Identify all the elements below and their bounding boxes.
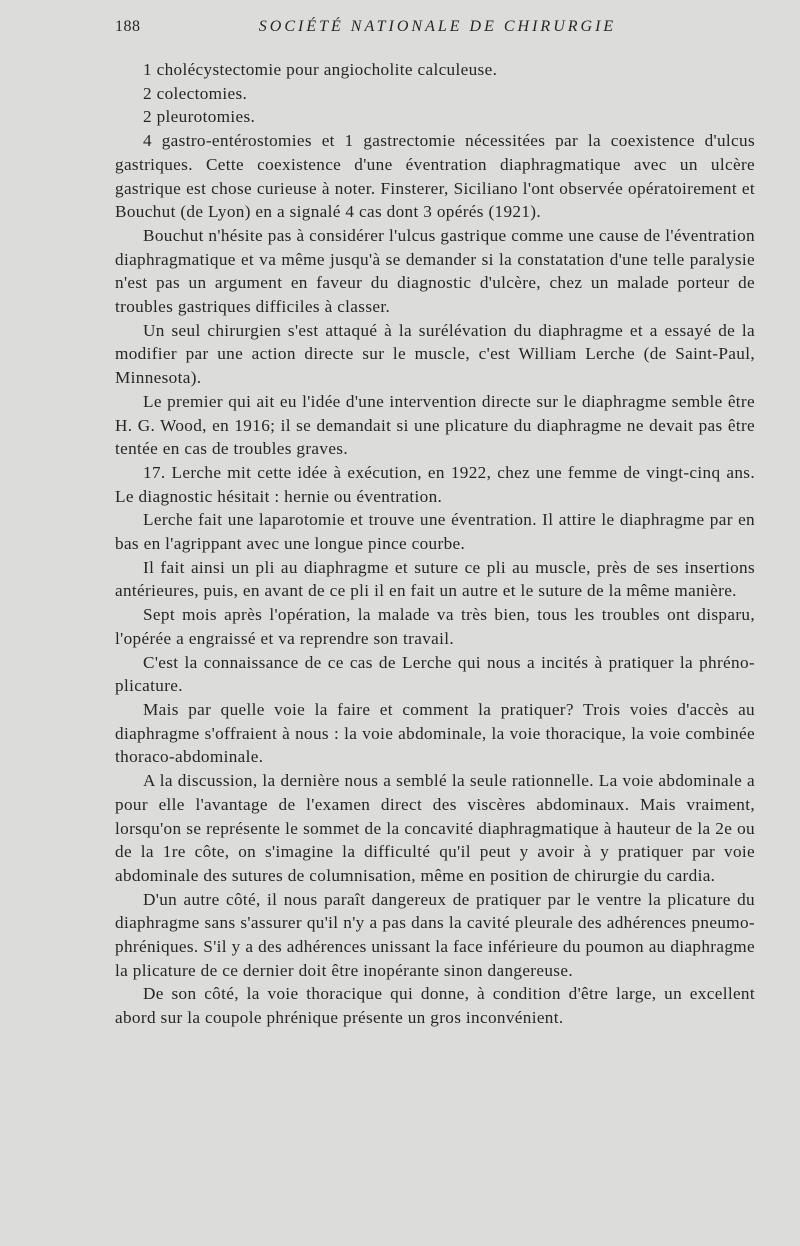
page-header: [115, 14, 760, 40]
paragraph: Un seul chirurgien s'est attaqué à la surélévation du diaphragme et a essayé de la modifier par une action directe sur le muscle, c'est William Lerche (de Saint-Paul, Minnesota).: [115, 320, 755, 388]
paragraph: 17. Lerche mit cette idée à exécution, en 1922, chez une femme de vingt-cinq ans. Le diagnostic hésitait : hernie ou éventration.: [115, 462, 755, 506]
paragraph: Il fait ainsi un pli au diaphragme et suture ce pli au muscle, près de ses insertions antérieures, puis, en avant de ce pli il en fait un autre et le suture de la même manière.: [115, 557, 755, 601]
paragraph: Le premier qui ait eu l'idée d'une intervention directe sur le diaphragme semble être H. G. Wood, en 1916; il se demandait si une plicature du diaphragme ne devait pas être tentée en cas de troubles graves.: [115, 391, 755, 459]
list-item: 2 colectomies.: [143, 83, 248, 103]
paragraph: D'un autre côté, il nous paraît dangereux de pratiquer par le ventre la plicature du diaphragme sans s'assurer qu'il n'y a pas dans la cavité pleurale des adhérences pneumo-phréniques. S'il y a des adhérences unissant la face inférieure du poumon au diaphragme la plicature de ce dernier doit être inopérante sinon dangereuse.: [115, 889, 755, 980]
list-item: 1 cholécystectomie pour angiocholite calculeuse.: [143, 60, 498, 79]
paragraph: Bouchut n'hésite pas à considérer l'ulcus gastrique comme une cause de l'éventration diaphragmatique et va même jusqu'à se demander si la constatation d'une telle paralysie n'est pas un argument en faveur du diagnostic d'ulcère, chez un malade porteur de troubles gastriques difficiles à classer.: [115, 225, 755, 317]
paragraph: C'est la connaissance de ce cas de Lerche qui nous a incités à pratiquer la phréno-plicature.: [115, 652, 755, 696]
paragraph: Mais par quelle voie la faire et comment la pratiquer? Trois voies d'accès au diaphragme s'offraient à nous : la voie abdominale, la voie thoracique, la voie combinée thoraco-abdominale.: [115, 699, 755, 767]
paragraph: A la discussion, la dernière nous a semblé la seule rationnelle. La voie abdominale a pour elle l'avantage de l'examen direct des viscères abdominaux. Mais vraiment, lorsqu'on se représente le sommet de la concavité diaphragmatique à hauteur de la 2e ou de la 1re côte, on s'imagine la difficulté qu'il peut y avoir à y pratiquer par voie abdominale des sutures de columnisation, même en position de chirurgie du cardia.: [115, 771, 755, 885]
list-item: 2 pleurotomies.: [143, 107, 256, 127]
page-number: 188: [115, 18, 141, 35]
running-title: SOCIÉTÉ NATIONALE DE CHIRURGIE: [258, 18, 617, 35]
paragraph: Sept mois après l'opération, la malade va très bien, tous les troubles ont disparu, l'opérée a engraissé et va reprendre son travail.: [115, 605, 755, 648]
paragraph: 4 gastro-entérostomies et 1 gastrectomie nécessitées par la coexistence d'ulcus gastriques. Cette coexistence d'une éventration diaphragmatique avec un ulcère gastrique est chose curieuse à noter. Finsterer, Siciliano l'ont observée opératoirement et Bouchut (de Lyon) en a signalé 4 cas dont 3 opérés (1921).: [115, 131, 755, 222]
paragraph: De son côté, la voie thoracique qui donne, à condition d'être large, un excellent abord sur la coupole phrénique présente un gros inconvénient.: [115, 984, 755, 1028]
body-text: [115, 58, 755, 1030]
paragraph: Lerche fait une laparotomie et trouve une éventration. Il attire le diaphragme par en bas en l'agrippant avec une longue pince courbe.: [115, 510, 755, 554]
